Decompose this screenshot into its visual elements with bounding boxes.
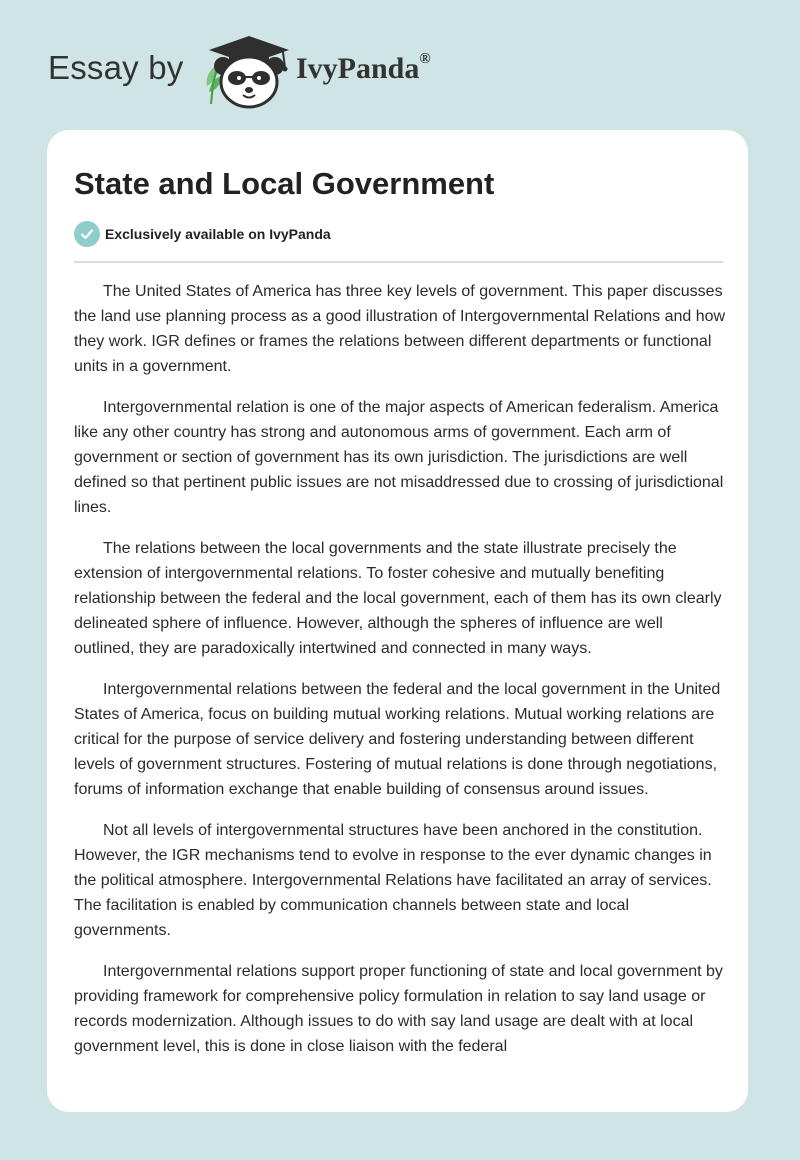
paragraph: Intergovernmental relation is one of the major aspects of American federalism. America like any other country has strong and autonomous arms of government. Each arm of government or section of government has its own jurisdiction. The jurisdictions are well defined so that pertinent public issues are not misaddressed due to crossing of jurisdictional lines. xyxy=(74,399,724,516)
divider xyxy=(74,261,723,263)
paragraph: Intergovernmental relations between the federal and the local government in the United States of America, focus on building mutual working relations. Mutual working relations are critical for the purpose of service delivery and fostering understanding between different levels of government structures. Fostering of mutual relations is done through negotiations, forums of information exchange that enable building of consensus around issues. xyxy=(74,681,721,798)
checkmark-icon xyxy=(74,221,100,247)
registered-mark: ® xyxy=(419,51,431,67)
essay-by-label: Essay by xyxy=(48,49,184,86)
paragraph: The United States of America has three key levels of government. This paper discusses the land use planning process as a good illustration of Intergovernmental Relations and how they work. IGR defines or frames the relations between different departments or functional units in a government. xyxy=(74,283,726,375)
site-header xyxy=(0,0,800,130)
article-card xyxy=(47,130,748,1112)
brand-logo[interactable] xyxy=(296,52,431,86)
exclusive-badge-label: Exclusively available on IvyPanda xyxy=(105,226,331,242)
paragraph: The relations between the local governments and the state illustrate precisely the extension of intergovernmental relations. To foster cohesive and mutually benefiting relationship between the federal and the local government, each of them has its own clearly delineated sphere of influence. However, although the spheres of influence are well outlined, they are paradoxically intertwined and connected in many ways. xyxy=(74,540,722,657)
paragraph: Not all levels of intergovernmental structures have been anchored in the constitution. However, the IGR mechanisms tend to evolve in response to the ever dynamic changes in the political atmosphere. Intergovernmental Relations have facilitated an array of services. The facilitation is enabled by communication channels between state and local governments. xyxy=(74,822,712,939)
panda-graduate-icon[interactable] xyxy=(203,34,295,110)
brand-name: IvyPanda xyxy=(296,52,420,85)
paragraph: Intergovernmental relations support proper functioning of state and local government by providing framework for comprehensive policy formulation in relation to say land usage or records modernization. Although issues to do with say land usage are dealt with at local government level, this is done in close liaison with the federal xyxy=(74,963,723,1055)
exclusive-badge xyxy=(74,221,331,247)
page-title: State and Local Government xyxy=(74,166,495,201)
article-body xyxy=(74,279,726,1075)
